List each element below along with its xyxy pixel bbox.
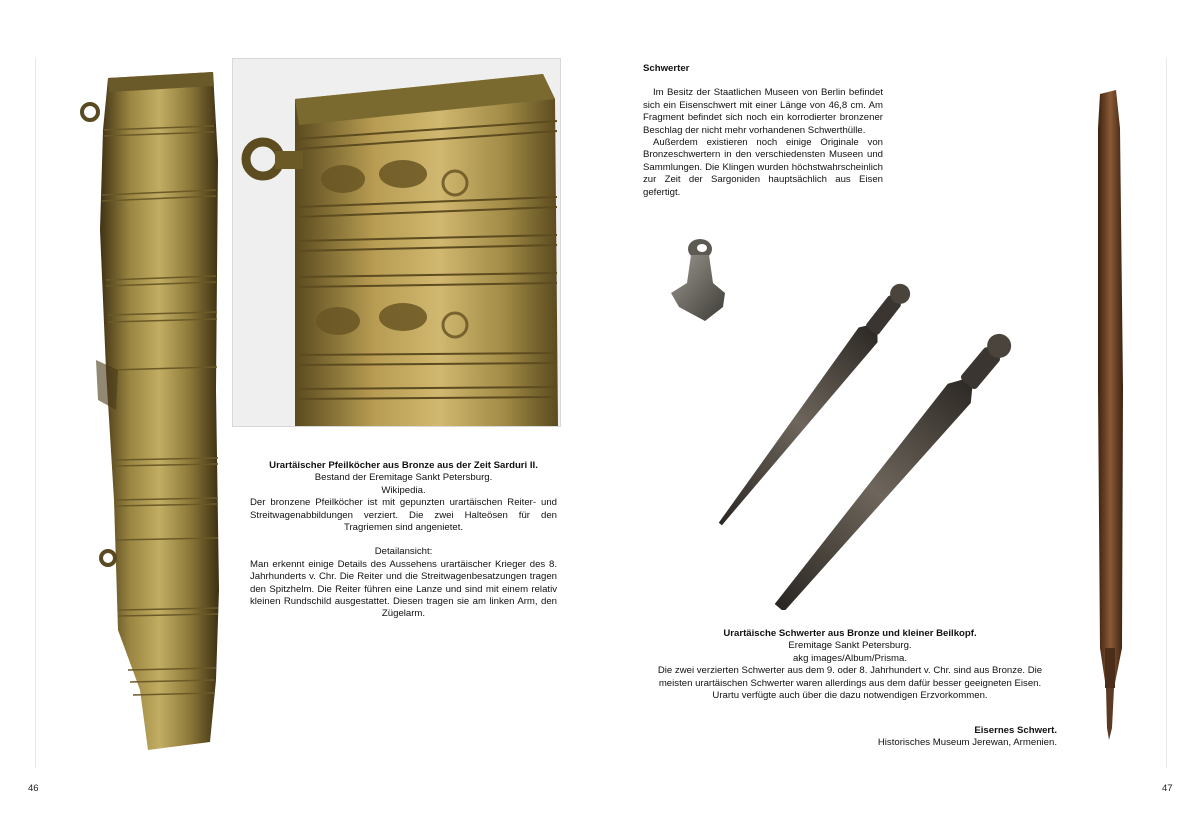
quiver-caption [250, 460, 557, 621]
quiver-caption-source: Bestand der Eremitage Sankt Petersburg. [314, 472, 493, 484]
swords-caption-text-1: Die zwei verzierten Schwerter aus dem 9. oder 8. Jahrhundert v. Chr. sind aus Bronze. Die [657, 665, 1043, 677]
left-page-edge [35, 58, 36, 768]
page-number-left: 46 [28, 783, 39, 794]
swords-caption-text-2: meisten urartäischen Schwerter waren allerdings aus dem dafür besser geeigneten Eisen. [658, 677, 1042, 689]
detail-text: Man erkennt einige Details des Aussehens urartäischer Krieger des 8. Jahrhunderts v. Chr. Die Reiter und die Streitwagenbesatzungen tragen den Spitzhelm. Die Reiter führen eine Lanze und sind mit einem relativ kleinen Rundschild ausgestattet. Diesen tragen sie am linken Arm, den Zügelarm. [250, 558, 557, 620]
iron-sword-caption-title: Eisernes Schwert. [974, 725, 1057, 736]
swords-caption [640, 628, 1060, 702]
right-page-edge [1166, 58, 1167, 768]
quiver-detail-photo [232, 58, 561, 427]
swords-caption-credit: akg images/Album/Prisma. [792, 652, 908, 664]
iron-sword-photo [1090, 88, 1130, 748]
quiver-caption-title: Urartäischer Pfeilköcher aus Bronze aus der Zeit Sarduri II. [269, 460, 538, 471]
intro-paragraph-1: Im Besitz der Staatlichen Museen von Berlin befindet sich ein Eisenschwert mit einer Länge von 46,8 cm. Am Fragment befindet sich noch ein korrodierter bronzener Beschlag der nicht mehr vorhandenen Schwerthülle. [643, 87, 883, 136]
swords-caption-text-3: Urartu verfügte auch über die dazu notwendigen Erzvorkommen. [712, 690, 988, 702]
page-number-right: 47 [1162, 783, 1173, 794]
iron-sword-caption [840, 725, 1057, 750]
swords-text-block [643, 63, 883, 199]
swords-caption-source: Eremitage Sankt Petersburg. [788, 640, 912, 652]
swords-caption-title: Urartäische Schwerter aus Bronze und kleiner Beilkopf. [723, 628, 977, 639]
quiver-caption-text: Der bronzene Pfeilköcher ist mit gepunzten urartäischen Reiter- und Streitwagenabbildungen verziert. Die zwei Halteösen für den Tragriemen sind angenietet. [250, 497, 557, 534]
intro-paragraph-2: Außerdem existieren noch einige Originale von Bronzeschwertern in den verschiedensten Museen und Sammlungen. Die Klingen wurden höchstwahrscheinlich zur Zeit der Sargoniden hauptsächlich aus Eisen gefertigt. [643, 137, 883, 198]
quiver-photo [78, 70, 223, 755]
quiver-caption-credit: Wikipedia. [381, 484, 426, 496]
detail-heading: Detailansicht: [374, 546, 433, 558]
iron-sword-caption-source: Historisches Museum Jerewan, Armenien. [877, 737, 1057, 749]
section-heading: Schwerter [643, 63, 690, 74]
bronze-sword-photo [695, 250, 1045, 610]
